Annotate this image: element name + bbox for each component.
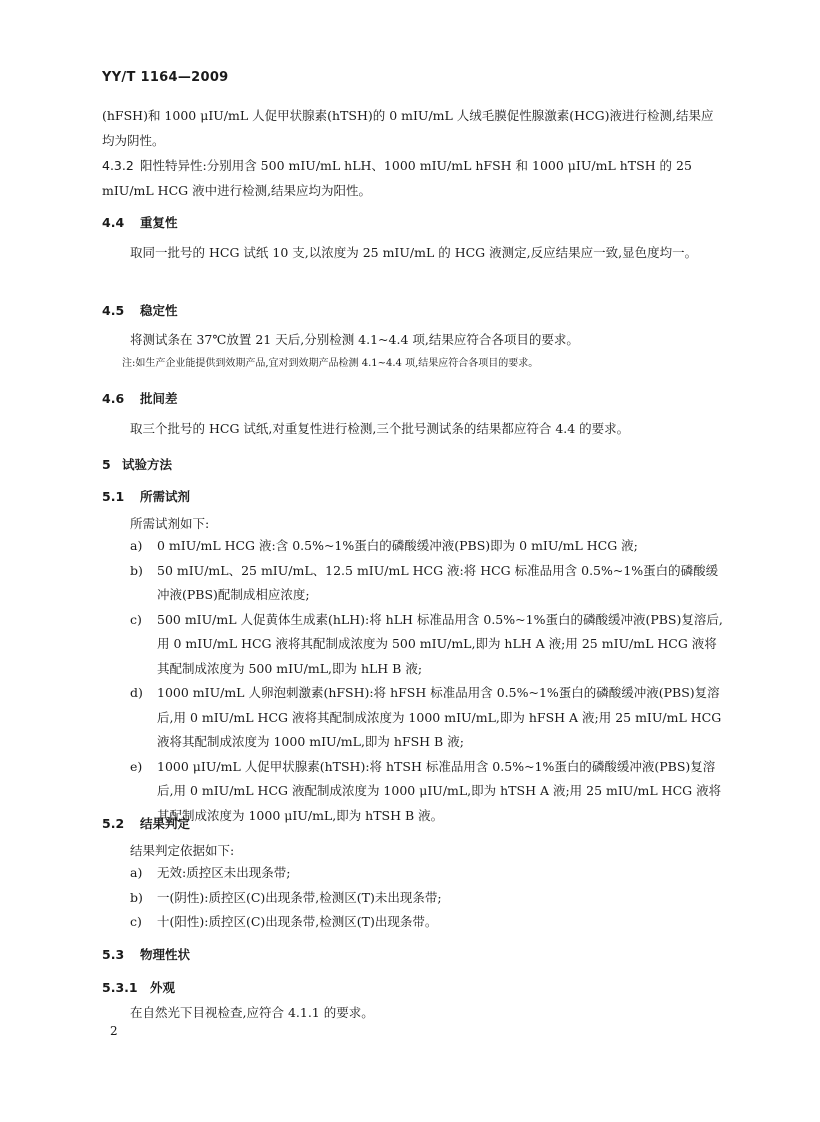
list-item (102, 910, 724, 935)
section-number: 5 (102, 457, 111, 472)
section-number: 5.3.1 (102, 980, 138, 995)
section-5-2-heading (102, 811, 724, 836)
section-number: 4.5 (102, 303, 125, 318)
section-number: 5.1 (102, 489, 125, 504)
section-title: 结果判定 (140, 816, 191, 831)
list-marker: b) (130, 562, 143, 578)
result-criteria-list (102, 861, 724, 935)
section-5-1-intro: 所需试剂如下: (130, 516, 210, 531)
section-title: 重复性 (140, 215, 178, 230)
section-title: 稳定性 (140, 303, 178, 318)
section-4-5-text: 将测试条在 37℃放置 21 天后,分别检测 4.1~4.4 项,结果应符合各项目的要求。 (130, 332, 579, 347)
list-text: 1000 μIU/mL 人促甲状腺素(hTSH):将 hTSH 标准品用含 0.5%~1%蛋白的磷酸缓冲液(PBS)复溶后,用 0 mIU/mL HCG 液配制成浓度为 1000 μIU/mL,即为 hTSH A 液;用 25 mIU/mL HCG 液将其配制成浓度为 1000 μIU/mL,即为 hTSH B 液。 (157, 758, 722, 823)
list-text: 一(阴性):质控区(C)出现条带,检测区(T)未出现条带; (157, 889, 442, 905)
section-4-4-text: 取同一批号的 HCG 试纸 10 支,以浓度为 25 mIU/mL 的 HCG 液测定,反应结果应一致,显色度均一。 (130, 245, 698, 260)
paragraph-continuation: (hFSH)和 1000 μIU/mL 人促甲状腺素(hTSH)的 0 mIU/mL 人绒毛膜促性腺激素(HCG)液进行检测,结果应均为阴性。 (102, 108, 714, 148)
section-number: 4.4 (102, 215, 125, 230)
section-5-3-1-text: 在自然光下目视检查,应符合 4.1.1 的要求。 (130, 1005, 374, 1020)
list-text: 500 mIU/mL 人促黄体生成素(hLH):将 hLH 标准品用含 0.5%~1%蛋白的磷酸缓冲液(PBS)复溶后,用 0 mIU/mL HCG 液将其配制成浓度为 500 mIU/mL,即为 hLH A 液;用 25 mIU/mL HCG 液将其配制成浓度为 500 mIU/mL,即为 hLH B 液; (157, 611, 723, 676)
page-number: 2 (110, 1024, 118, 1038)
section-text: 阳性特异性:分别用含 500 mIU/mL hLH、1000 mIU/mL hFSH 和 1000 μIU/mL hTSH 的 25 mIU/mL HCG 液中进行检测,结果应均为阳性。 (102, 158, 692, 198)
list-text: 50 mIU/mL、25 mIU/mL、12.5 mIU/mL HCG 液:将 HCG 标准品用含 0.5%~1%蛋白的磷酸缓冲液(PBS)配制成相应浓度; (157, 562, 719, 602)
list-marker: a) (130, 865, 143, 880)
list-item (102, 861, 724, 886)
list-marker: d) (130, 685, 143, 700)
section-5-3-1-heading (102, 975, 724, 1000)
section-4-6-heading (102, 386, 724, 411)
list-text: 无效:质控区未出现条带; (157, 865, 291, 880)
section-title: 外观 (150, 980, 176, 995)
section-4-5-heading (102, 298, 724, 323)
section-4-3-2 (102, 153, 724, 203)
list-text: 0 mIU/mL HCG 液:含 0.5%~1%蛋白的磷酸缓冲液(PBS)即为 0 mIU/mL HCG 液; (157, 538, 638, 553)
list-marker: e) (130, 758, 143, 774)
list-text: 十(阳性):质控区(C)出现条带,检测区(T)出现条带。 (157, 914, 438, 929)
section-title: 试验方法 (122, 457, 173, 472)
section-title: 物理性状 (140, 947, 191, 962)
section-5-3-heading (102, 942, 724, 967)
section-5-heading (102, 452, 724, 477)
standard-number-header: YY/T 1164—2009 (102, 70, 229, 85)
list-item (102, 681, 724, 755)
list-marker: c) (130, 914, 142, 929)
list-item (102, 608, 724, 682)
section-4-4-heading (102, 210, 724, 235)
section-number: 4.3.2 (102, 158, 134, 173)
list-item (102, 534, 724, 559)
list-item (102, 559, 724, 608)
section-number: 5.2 (102, 816, 125, 831)
section-4-6-text: 取三个批号的 HCG 试纸,对重复性进行检测,三个批号测试条的结果都应符合 4.4 的要求。 (130, 421, 630, 436)
note: 注:如生产企业能提供到效期产品,宜对到效期产品检测 4.1~4.4 项,结果应符合各项目的要求。 (122, 358, 539, 369)
reagent-list (102, 534, 724, 828)
section-number: 4.6 (102, 391, 125, 406)
section-title: 所需试剂 (140, 489, 191, 504)
section-title: 批间差 (140, 391, 178, 406)
section-number: 5.3 (102, 947, 125, 962)
list-marker: c) (130, 611, 142, 627)
section-5-1-heading (102, 484, 724, 509)
list-item (102, 886, 724, 911)
list-marker: a) (130, 538, 143, 553)
list-marker: b) (130, 889, 143, 905)
list-text: 1000 mIU/mL 人卵泡刺激素(hFSH):将 hFSH 标准品用含 0.5%~1%蛋白的磷酸缓冲液(PBS)复溶后,用 0 mIU/mL HCG 液将其配制成浓度为 1000 mIU/mL,即为 hFSH A 液;用 25 mIU/mL HCG 液将其配制成浓度为 1000 mIU/mL,即为 hFSH B 液; (157, 685, 722, 749)
section-5-2-intro: 结果判定依据如下: (130, 843, 235, 858)
